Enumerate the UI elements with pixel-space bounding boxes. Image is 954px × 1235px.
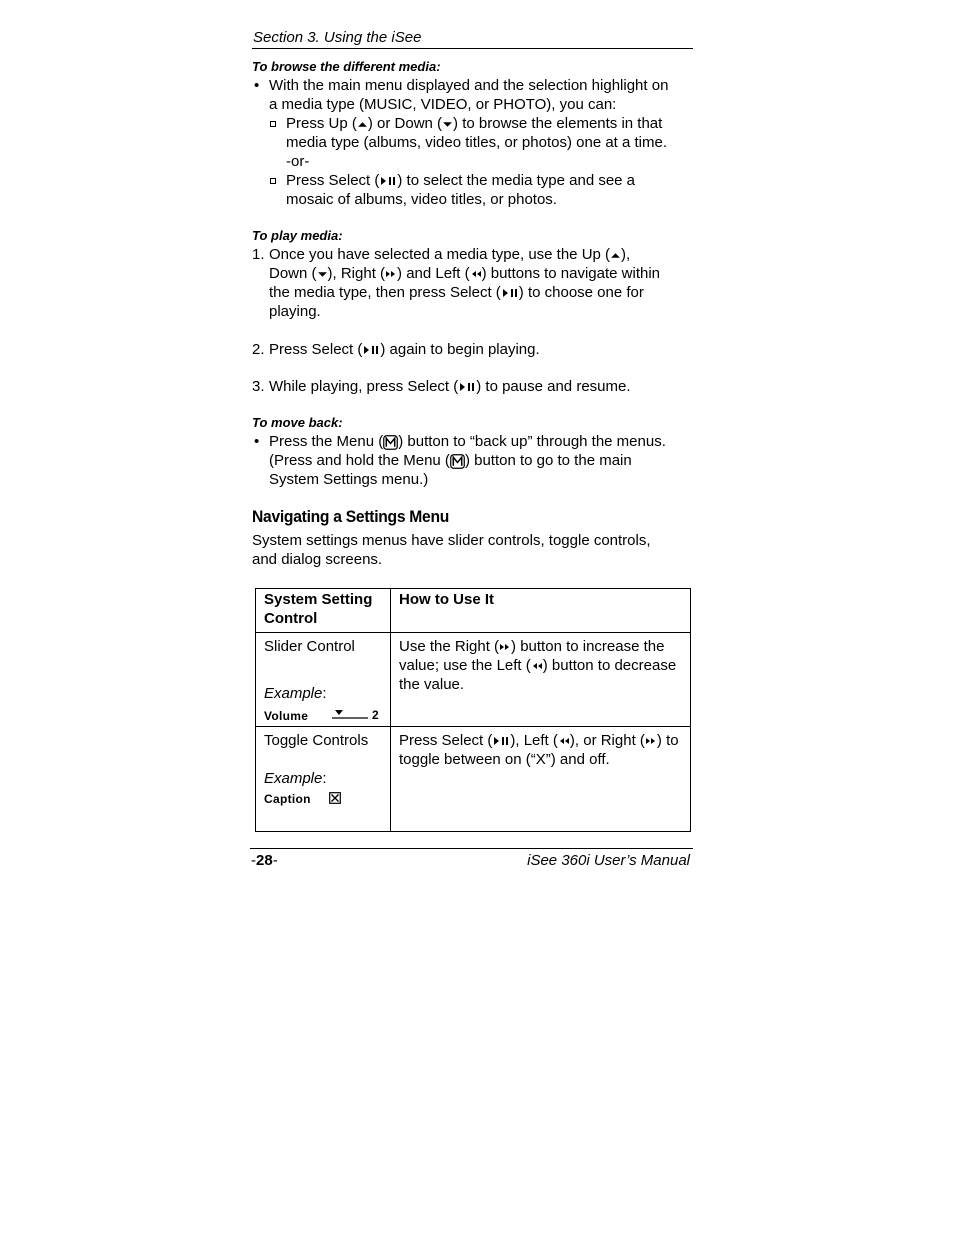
text: While playing, press Select ( [269, 378, 459, 395]
step-number: 2. [252, 341, 265, 358]
browse-option-1 [252, 114, 693, 171]
text: ), Right ( [327, 265, 386, 282]
text: Press Select ( [286, 172, 380, 189]
play-pause-icon [362, 344, 380, 356]
text: ) button to go to the main [464, 452, 632, 469]
text: ), or Right ( [569, 732, 645, 749]
rewind-icon [531, 661, 543, 671]
text: ) buttons to navigate within [481, 265, 661, 282]
browse-bullet-line2: a media type (MUSIC, VIDEO, or PHOTO), you can: [269, 96, 617, 113]
text: the media type, then press Select ( [269, 284, 501, 301]
play-section [252, 227, 693, 396]
rewind-icon [558, 736, 570, 746]
text: Example [264, 770, 323, 787]
move-back-section [252, 414, 693, 489]
move-back-heading: To move back: [252, 415, 343, 430]
rewind-icon [470, 269, 482, 279]
play-step-3 [252, 377, 693, 396]
table-row [256, 727, 691, 832]
browse-section [252, 58, 693, 209]
toggle-example-label [264, 769, 382, 788]
checkbox-bullet-icon [270, 121, 276, 127]
toggle-example [264, 789, 382, 805]
text: Press Select ( [269, 341, 363, 358]
step-number: 3. [252, 378, 265, 395]
text: ) again to begin playing. [380, 341, 540, 358]
table-header-control: System Setting Control [256, 589, 391, 633]
navigating-intro-line2: and dialog screens. [252, 551, 383, 568]
toggle-control-desc [391, 727, 691, 832]
text: Once you have selected a media type, use the Up ( [269, 246, 611, 263]
text: Example [264, 685, 323, 702]
slider-example [264, 706, 382, 722]
text: : [322, 685, 327, 702]
text: ), [621, 246, 631, 263]
navigating-section [252, 507, 693, 569]
text: ) button to increase the value; use the Left ( [399, 638, 665, 674]
text: - [251, 852, 256, 869]
text: ) to select the media type and see a [397, 172, 636, 189]
up-triangle-icon [610, 251, 621, 260]
text: ) to browse the elements in that [453, 115, 663, 132]
down-triangle-icon [442, 120, 453, 129]
slider-example-volume-label: Volume [264, 709, 309, 723]
text: ), Left ( [510, 732, 558, 749]
slider-example-value: 2 [372, 708, 379, 722]
play-pause-icon [492, 735, 510, 747]
browse-heading: To browse the different media: [252, 59, 441, 74]
move-back-bullet [252, 432, 693, 489]
table-header-how: How to Use It [391, 589, 691, 633]
toggle-control-cell [256, 727, 391, 832]
checked-box-icon [329, 792, 341, 804]
text: Use the Right ( [399, 638, 500, 655]
section-title: Section 3. Using the iSee [253, 29, 422, 46]
settings-table [255, 588, 691, 832]
slider-control-name: Slider Control [264, 638, 355, 655]
play-pause-icon [379, 175, 397, 187]
slider-indicator-icon [332, 708, 370, 720]
text: - [272, 852, 278, 869]
page-number [251, 852, 278, 869]
text: System Settings menu.) [269, 471, 429, 488]
text: playing. [269, 303, 321, 320]
manual-title: iSee 360i User’s Manual [527, 852, 690, 869]
slider-control-cell [256, 633, 391, 727]
down-triangle-icon [317, 270, 328, 279]
play-step-2 [252, 340, 693, 359]
checkbox-bullet-icon [270, 178, 276, 184]
up-triangle-icon [357, 120, 368, 129]
text: ) button to decrease the value. [399, 657, 677, 693]
fast-forward-icon [385, 269, 397, 279]
slider-control-desc [391, 633, 691, 727]
text: ) button to “back up” through the menus. [398, 433, 666, 450]
play-heading: To play media: [252, 228, 343, 243]
browse-option-1-line2: media type (albums, video titles, or photos) one at a time. [286, 134, 668, 151]
text: Down ( [269, 265, 317, 282]
play-pause-icon [501, 287, 519, 299]
navigating-intro-line1: System settings menus have slider controls, toggle controls, [252, 532, 651, 549]
table-row [256, 633, 691, 727]
browse-option-2 [252, 171, 693, 209]
browse-bullet-line1: With the main menu displayed and the selection highlight on [269, 77, 669, 94]
play-step-1 [252, 245, 693, 321]
page-header [252, 28, 693, 49]
step-number: 1. [252, 246, 265, 263]
play-pause-icon [458, 381, 476, 393]
slider-example-label [264, 684, 382, 703]
text: ) and Left ( [397, 265, 470, 282]
table-header-row [256, 589, 691, 633]
text: ) or Down ( [367, 115, 443, 132]
fast-forward-icon [645, 736, 657, 746]
or-separator: -or- [286, 153, 310, 170]
menu-m-icon [450, 454, 465, 469]
text: ) to toggle between on (“X”) and off. [399, 732, 679, 768]
bullet-dot: • [254, 77, 260, 94]
text: ) to choose one for [518, 284, 644, 301]
text: : [322, 770, 327, 787]
menu-m-icon [383, 435, 398, 450]
toggle-control-name: Toggle Controls [264, 732, 369, 749]
bullet-dot: • [254, 433, 260, 450]
text: Press Up ( [286, 115, 357, 132]
toggle-example-caption-label: Caption [264, 792, 311, 806]
text: (Press and hold the Menu ( [269, 452, 450, 469]
navigating-heading: Navigating a Settings Menu [252, 507, 450, 526]
browse-bullet [252, 76, 693, 114]
text: ) to pause and resume. [476, 378, 631, 395]
text: Press Select ( [399, 732, 493, 749]
page-footer [250, 848, 693, 871]
fast-forward-icon [499, 642, 511, 652]
browse-option-2-line2: mosaic of albums, video titles, or photos. [286, 191, 557, 208]
text: Press the Menu ( [269, 433, 384, 450]
page-number-value: 28 [256, 852, 273, 869]
